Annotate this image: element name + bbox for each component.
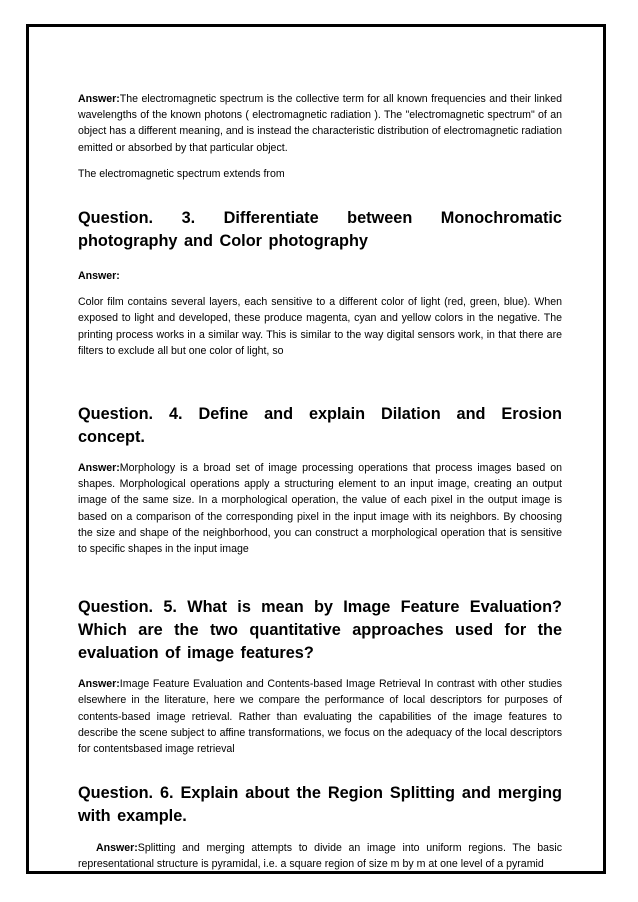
answer-label: Answer: [96, 842, 138, 855]
answer-label: Answer: [78, 462, 120, 475]
q5-heading: Question. 5. What is mean by Image Feature Evaluation? Which are the two quantitative approaches used for the evaluation of image features? [78, 598, 562, 663]
q6-answer [78, 840, 562, 872]
answer-text: Morphology is a broad set of image processing operations that process images based on shapes. Morphological operations apply a structuring element to an input image, creating an output image of the same size. In a morphological operation, the value of each pixel in the output image is based on a comparison of the corresponding pixel in the input image with its neighbors. By choosing the size and shape of the neighborhood, you can construct a morphological operation that is sensitive to specific shapes in the input image [78, 462, 562, 556]
q2-answer [78, 91, 562, 156]
q4-answer [78, 460, 562, 557]
q3-answer-text: Color film contains several layers, each sensitive to a different color of light (red, green, blue). When exposed to light and developed, these produce magenta, cyan and yellow colors in the negative. The printing process works in a similar way. This is similar to the way digital sensors work, in that there are filters to exclude all but one color of light, so [78, 296, 562, 357]
answer-label: Answer: [78, 678, 120, 691]
q5-answer [78, 676, 562, 757]
answer-label: Answer: [78, 93, 120, 105]
q6-heading: Question. 6. Explain about the Region Splitting and merging with example. [78, 784, 562, 826]
q3-answer-label: Answer: [78, 270, 120, 283]
answer-text: The electromagnetic spectrum is the collective term for all known frequencies and their linked wavelengths of the known photons ( electromagnetic radiation ). The "electromagnetic spectrum" of an object has a different meaning, and is instead the characteristic distribution of electromagnetic radiation emitted or absorbed by that particular object. [78, 93, 562, 154]
document-body [78, 91, 562, 873]
answer-text: Image Feature Evaluation and Contents-based Image Retrieval In contrast with other studies elsewhere in the literature, here we compare the performance of local descriptors for purposes of contents-based image retrieval. Rather than evaluating the capabilities of the image features to describe the scene subject to affine transformations, we focus on the adequacy of the local descriptors for contentsbased image retrieval [78, 678, 562, 756]
q4-heading: Question. 4. Define and explain Dilation and Erosion concept. [78, 405, 562, 447]
q3-heading: Question. 3. Differentiate between Monochromatic photography and Color photography [78, 209, 562, 251]
answer-text: Splitting and merging attempts to divide an image into uniform regions. The basic representational structure is pyramidal, i.e. a square region of size m by m at one level of a pyramid [78, 842, 562, 871]
q2-extra-text: The electromagnetic spectrum extends from [78, 167, 285, 180]
